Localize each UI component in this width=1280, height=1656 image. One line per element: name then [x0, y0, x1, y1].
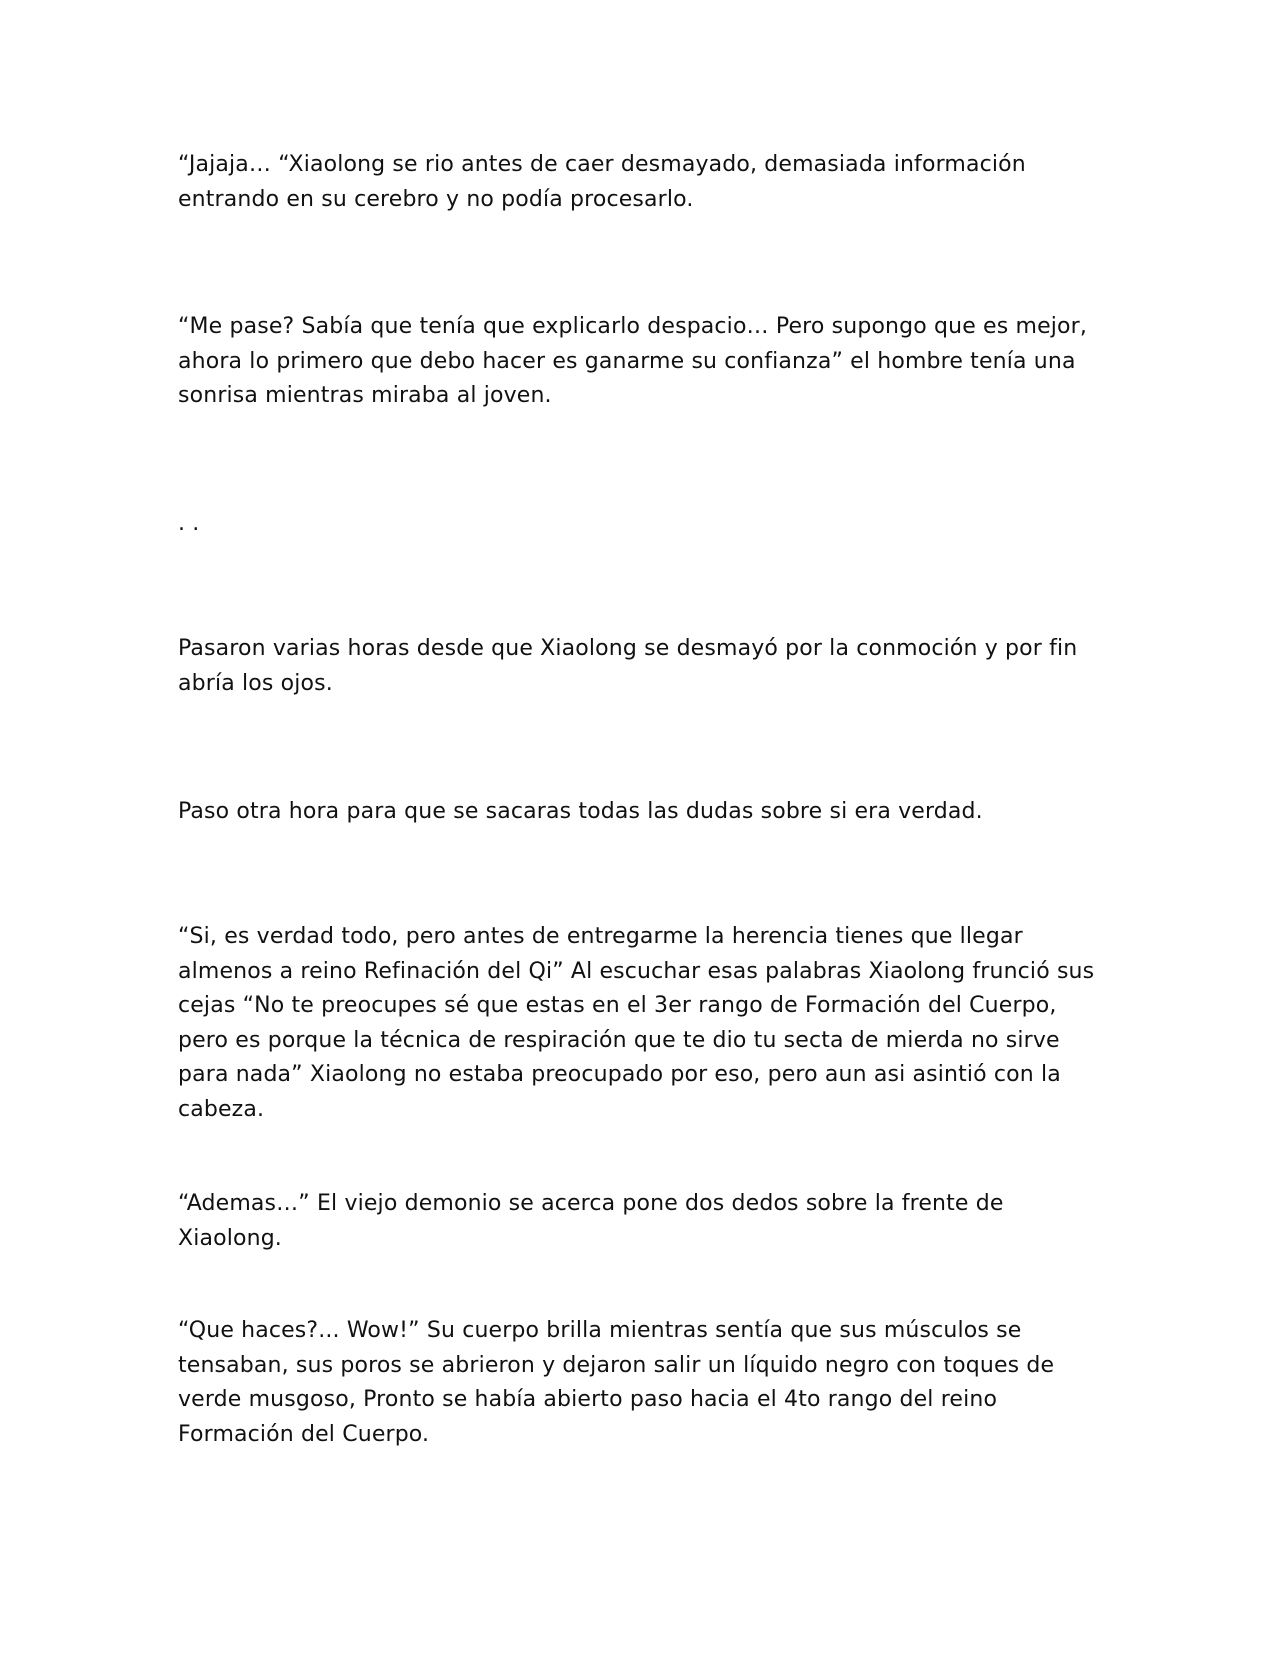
paragraph-5: “Si, es verdad todo, pero antes de entregarme la herencia tienes que llegar almenos a reino Refinación del Qi” Al escuchar esas palabras Xiaolong frunció sus cejas “No te preocupes sé que estas en el 3er rango de Formación del Cuerpo, pero es porque la técnica de respiración que te dio tu secta de mierda no sirve para nada” Xiaolong no estaba preocupado por eso, pero aun asi asintió con la cabeza. — [178, 924, 1095, 1122]
paragraph-3: Pasaron varias horas desde que Xiaolong se desmayó por la conmoción y por fin abría los ojos. — [178, 636, 1078, 696]
paragraph-2: “Me pase? Sabía que tenía que explicarlo despacio… Pero supongo que es mejor, ahora lo primero que debo hacer es ganarme su confianza” el hombre tenía una sonrisa mientras miraba al joven. — [178, 314, 1087, 408]
paragraph-4: Paso otra hora para que se sacaras todas las dudas sobre si era verdad. — [178, 799, 983, 824]
scene-break: . . — [178, 511, 200, 536]
paragraph-7: “Que haces?... Wow!” Su cuerpo brilla mientras sentía que sus músculos se tensaban, sus poros se abrieron y dejaron salir un líquido negro con toques de verde musgoso, Pronto se había abierto paso hacia el 4to rango del reino Formación del Cuerpo. — [178, 1318, 1055, 1447]
paragraph-6: “Ademas…” El viejo demonio se acerca pone dos dedos sobre la frente de Xiaolong. — [178, 1191, 1004, 1251]
paragraph-1: “Jajaja… “Xiaolong se rio antes de caer desmayado, demasiada información entrando en su cerebro y no podía procesarlo. — [178, 152, 1026, 212]
